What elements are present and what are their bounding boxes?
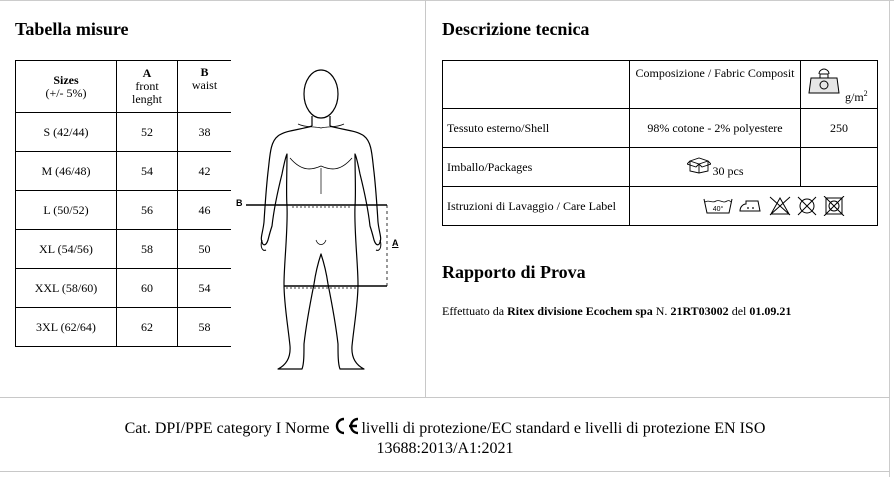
b-header-label: waist: [191, 78, 218, 92]
waist-cell: 38: [178, 113, 232, 152]
weight-unit-sup: 2: [863, 89, 868, 98]
footer-text-line2: 13688:2013/A1:2021: [376, 440, 514, 457]
table-row: [16, 113, 232, 152]
shell-composition: 98% cotone - 2% polyestere: [630, 109, 801, 148]
front-length-header: [117, 61, 178, 113]
front-length-cell: 54: [117, 152, 178, 191]
weight-unit-text: g/m: [845, 90, 864, 104]
wash-temp: 40°: [712, 206, 723, 213]
table-row: [16, 269, 232, 308]
size-table-header: [16, 61, 232, 113]
shell-label: Tessuto esterno/Shell: [443, 109, 630, 148]
front-length-cell: 58: [117, 230, 178, 269]
no-dry-clean-icon: [796, 196, 818, 216]
table-row: [16, 230, 232, 269]
a-header-line2: lenght: [132, 92, 162, 106]
weight-header: [801, 61, 878, 109]
care-label: Istruzioni di Lavaggio / Care Label: [443, 187, 630, 226]
footer-text-before: Cat. DPI/PPE category I Norme: [124, 420, 334, 437]
front-length-cell: 52: [117, 113, 178, 152]
waist-header: [178, 61, 232, 113]
package-cell: [630, 148, 801, 187]
iron-icon: [738, 198, 764, 214]
bottom-divider: [0, 471, 890, 472]
weight-scale-icon: [807, 67, 841, 97]
body-measurement-figure: [232, 64, 412, 376]
label-b: B: [236, 198, 243, 208]
size-table: [15, 60, 231, 347]
empty-cell: [801, 148, 878, 187]
front-length-cell: 62: [117, 308, 178, 347]
tech-table: [442, 60, 878, 226]
size-cell: M (46/48): [16, 152, 117, 191]
no-tumble-dry-icon: [823, 196, 845, 216]
size-cell: 3XL (62/64): [16, 308, 117, 347]
waist-cell: 50: [178, 230, 232, 269]
sizes-tolerance: (+/- 5%): [45, 85, 87, 100]
waist-cell: 46: [178, 191, 232, 230]
size-cell: S (42/44): [16, 113, 117, 152]
table-row: [16, 191, 232, 230]
table-row: [443, 187, 878, 226]
weight-unit: [845, 89, 868, 105]
report-date: 01.09.21: [749, 304, 792, 318]
tech-table-header: [443, 61, 878, 109]
waist-cell: 42: [178, 152, 232, 191]
composition-header: Composizione / Fabric Composit: [630, 61, 801, 109]
size-cell: XXL (58/60): [16, 269, 117, 308]
a-header-letter: A: [142, 66, 152, 80]
section-divider: [425, 0, 426, 398]
package-quantity: 30 pcs: [712, 163, 744, 178]
report-n-label: N.: [652, 304, 671, 318]
waist-cell: 58: [178, 308, 232, 347]
right-border: [889, 0, 890, 477]
test-report-text: [442, 304, 791, 319]
report-del-label: del: [728, 304, 750, 318]
wash-40-icon: [703, 197, 733, 215]
care-icons-cell: [630, 187, 878, 226]
package-label: Imballo/Packages: [443, 148, 630, 187]
size-cell: XL (54/56): [16, 230, 117, 269]
empty-header-cell: [443, 61, 630, 109]
table-row: [443, 109, 878, 148]
size-cell: L (50/52): [16, 191, 117, 230]
top-border: [0, 0, 894, 3]
size-table-title: Tabella misure: [15, 19, 129, 39]
shell-weight: 250: [801, 109, 878, 148]
b-header-letter: B: [200, 65, 209, 79]
footer-divider: [0, 397, 890, 398]
a-header-line1: front: [135, 79, 159, 93]
tech-description-title: Descrizione tecnica: [442, 19, 590, 39]
table-row: [443, 148, 878, 187]
report-number: 21RT03002: [670, 304, 729, 318]
report-prefix: Effettuato da: [442, 304, 508, 318]
label-a: A: [392, 238, 399, 248]
table-row: [16, 308, 232, 347]
report-company: Ritex divisione Ecochem spa: [507, 304, 653, 318]
package-box-icon: [687, 156, 711, 174]
footer-text-after: livelli di protezione/EC standard e livelli di protezione EN ISO: [361, 420, 766, 437]
waist-cell: 54: [178, 269, 232, 308]
sizes-header: [16, 61, 117, 113]
human-silhouette-icon: [261, 70, 381, 369]
care-icons: [634, 196, 873, 216]
front-length-cell: 56: [117, 191, 178, 230]
table-row: [16, 152, 232, 191]
front-length-cell: 60: [117, 269, 178, 308]
test-report-title: Rapporto di Prova: [442, 262, 586, 282]
certification-footer: [60, 417, 830, 459]
ce-mark-icon: [333, 417, 361, 435]
no-bleach-icon: [769, 196, 791, 216]
sizes-header-label: Sizes: [53, 72, 79, 87]
